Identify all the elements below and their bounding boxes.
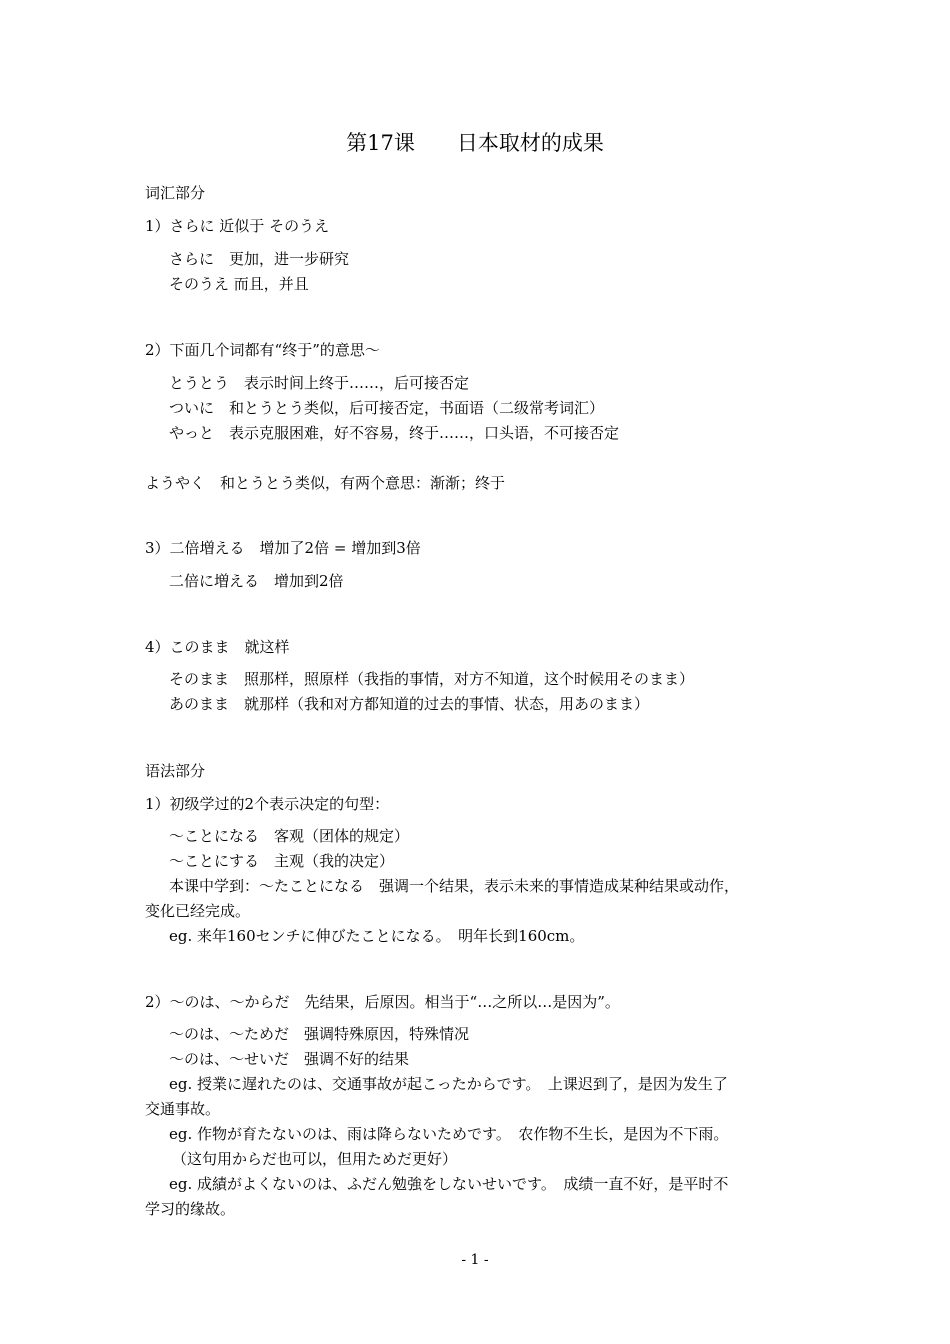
grammar-item-1: 1）初级学过的2个表示决定的句型： — [145, 795, 390, 813]
vocab-item-3a: 二倍に増える 增加到2倍 — [169, 572, 344, 590]
vocab-item-4: 4）このまま 就这样 — [145, 638, 290, 656]
grammar-item-1c-cont: 变化已经完成。 — [145, 902, 251, 920]
grammar-example-2d: eg. 作物が育たないのは、雨は降らないためです。 农作物不生长，是因为不下雨。 — [169, 1125, 729, 1143]
grammar-item-1c: 本课中学到：～たことになる 强调一个结果，表示未来的事情造成某种结果或动作， — [169, 877, 740, 895]
vocab-item-1a: さらに 更加，进一步研究 — [169, 250, 350, 268]
vocab-item-2b: ついに 和とうとう类似，后可接否定，书面语（二级常考词汇） — [169, 399, 605, 417]
vocab-item-2d: ようやく 和とうとう类似，有两个意思：渐渐；终于 — [145, 474, 506, 492]
grammar-item-2a: ～のは、～ためだ 强调特殊原因，特殊情况 — [169, 1025, 470, 1043]
grammar-example-2d-note: （这句用からだ也可以，但用ためだ更好） — [172, 1150, 458, 1168]
grammar-heading: 语法部分 — [145, 762, 206, 780]
grammar-item-1a: ～ことになる 客观（团体的规定） — [169, 827, 410, 845]
grammar-item-2: 2）～のは、～からだ 先结果，后原因。相当于“…之所以…是因为”。 — [145, 993, 620, 1011]
page-title: 第17课 日本取材的成果 — [346, 131, 604, 155]
grammar-item-2b: ～のは、～せいだ 强调不好的结果 — [169, 1050, 410, 1068]
vocab-item-2a: とうとう 表示时间上终于……，后可接否定 — [169, 374, 470, 392]
grammar-example-2c: eg. 授業に遅れたのは、交通事故が起こったからです。 上课迟到了，是因为发生了 — [169, 1075, 728, 1093]
vocab-item-3: 3）二倍増える 增加了2倍 = 增加到3倍 — [145, 539, 421, 557]
grammar-example-1d: eg. 来年160センチに伸びたことになる。 明年长到160cm。 — [169, 927, 585, 945]
vocab-heading: 词汇部分 — [145, 184, 206, 202]
vocab-item-2: 2）下面几个词都有“终于”的意思～ — [145, 341, 380, 359]
grammar-example-2e: eg. 成績がよくないのは、ふだん勉強をしないせいです。 成绩一直不好，是平时不 — [169, 1175, 729, 1193]
vocab-item-4b: あのまま 就那样（我和对方都知道的过去的事情、状态，用あのまま） — [169, 695, 650, 713]
page-number: - 1 - — [461, 1252, 489, 1268]
vocab-item-4a: そのまま 照那样，照原样（我指的事情，对方不知道，这个时候用そのまま） — [169, 670, 695, 688]
grammar-example-2c-cont: 交通事故。 — [145, 1100, 221, 1118]
grammar-item-1b: ～ことにする 主观（我的决定） — [169, 852, 395, 870]
vocab-item-1: 1）さらに 近似于 そのうえ — [145, 217, 330, 235]
vocab-item-1b: そのうえ 而且，并且 — [169, 275, 309, 293]
grammar-example-2e-cont: 学习的缘故。 — [145, 1200, 236, 1218]
vocab-item-2c: やっと 表示克服困难，好不容易，终于……，口头语，不可接否定 — [169, 424, 620, 442]
